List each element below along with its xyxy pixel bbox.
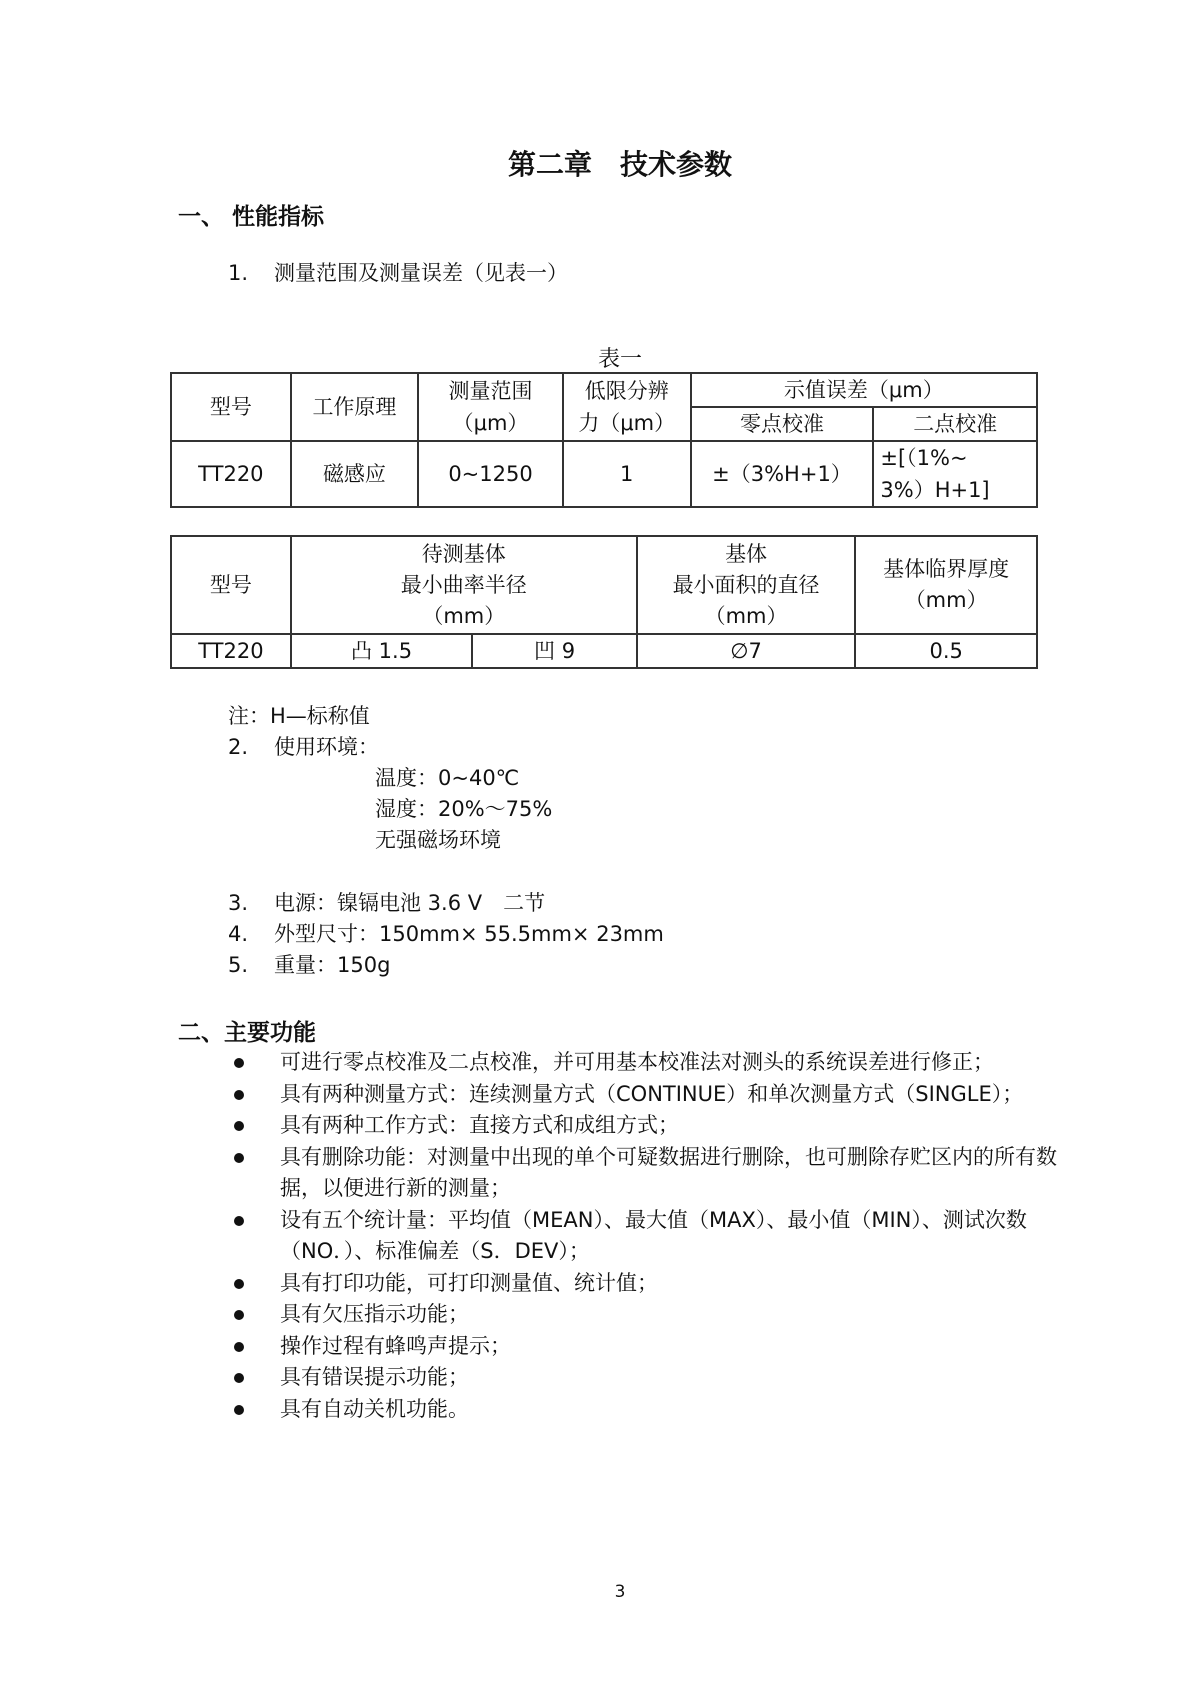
page-number: 3	[614, 1582, 626, 1602]
table-row	[171, 634, 1037, 668]
spec-table-1	[170, 372, 1038, 508]
header-range-line2: （μm）	[452, 411, 529, 435]
header-curvature-line3: （mm）	[422, 603, 506, 628]
table-caption: 表一	[597, 347, 642, 372]
header-model: 型号	[171, 373, 291, 441]
list-item-text: 具有删除功能：对测量中出现的单个可疑数据进行删除，也可删除存贮区内的所有数据，以便进行新的测量；	[280, 1144, 1057, 1200]
bullet-icon	[234, 1216, 244, 1226]
cell-concave: 凹 9	[472, 634, 637, 668]
list-item-text: 操作过程有蜂鸣声提示；	[280, 1333, 511, 1358]
cell-diameter: ∅7	[637, 634, 856, 668]
item-3	[228, 887, 545, 917]
list-item-text: 设有五个统计量：平均值（MEAN）、最大值（MAX）、最小值（MIN）、测试次数（NO．）、标准偏差（S．DEV）；	[280, 1207, 1027, 1263]
bullet-icon	[234, 1153, 244, 1163]
cell-model: TT220	[171, 634, 291, 668]
bullet-icon	[234, 1310, 244, 1320]
cell-zero-cal: ±（3%H+1）	[691, 441, 874, 507]
item-text: 使用环境：	[274, 735, 379, 759]
list-item	[228, 1268, 1068, 1300]
list-item-text: 具有两种测量方式：连续测量方式（CONTINUE）和单次测量方式（SINGLE）；	[280, 1081, 1024, 1106]
item-2	[228, 731, 379, 761]
bullet-icon	[234, 1279, 244, 1289]
header-thickness-line1: 基体临界厚度	[883, 557, 1010, 581]
header-area-line1: 基体	[725, 541, 768, 566]
section-heading-functions: 二、主要功能	[178, 1020, 316, 1046]
bullet-icon	[234, 1121, 244, 1131]
cell-model: TT220	[171, 441, 291, 507]
list-item	[228, 1362, 1068, 1394]
header-area-line2: 最小面积的直径	[672, 572, 820, 597]
item-number: 4.	[228, 922, 249, 946]
header-range	[418, 373, 563, 441]
item-number: 1.	[228, 261, 249, 285]
item-text: 电源：镍镉电池 3.6 V 二节	[274, 891, 546, 915]
env-magnetic: 无强磁场环境	[375, 828, 501, 852]
list-item	[228, 1079, 1068, 1111]
cell-resolution: 1	[563, 441, 691, 507]
header-model: 型号	[171, 536, 291, 634]
cell-range: 0~1250	[418, 441, 563, 507]
list-item-text: 具有自动关机功能。	[280, 1396, 469, 1421]
chapter-label: 第二章	[507, 148, 592, 181]
env-humidity: 湿度：20%～75%	[375, 797, 553, 821]
bullet-icon	[234, 1090, 244, 1100]
item-number: 2.	[228, 735, 249, 759]
bullet-icon	[234, 1058, 244, 1068]
item-5	[228, 949, 390, 979]
bullet-icon	[234, 1405, 244, 1415]
spec-table-2	[170, 535, 1038, 669]
item-text: 测量范围及测量误差（见表一）	[274, 261, 568, 285]
list-item	[228, 1331, 1068, 1363]
cell-two-point-cal	[873, 441, 1037, 507]
cell-thickness: 0.5	[855, 634, 1037, 668]
list-item	[228, 1394, 1068, 1426]
item-1	[228, 257, 568, 287]
section-heading-performance: 一、 性能指标	[178, 204, 325, 230]
header-resolution-line1: 低限分辨	[584, 379, 669, 403]
header-area-line3: （mm）	[704, 603, 788, 628]
page-title	[0, 143, 1200, 183]
header-thickness	[855, 536, 1037, 634]
list-item	[228, 1047, 1068, 1079]
header-resolution-line2: 力（μm）	[578, 411, 676, 435]
table-row	[171, 441, 1037, 507]
item-text: 重量：150g	[274, 953, 391, 977]
cell-two-point-line2: 3%）H+1]	[880, 478, 990, 502]
bullet-icon	[234, 1373, 244, 1383]
header-curvature	[291, 536, 637, 634]
cell-principle: 磁感应	[291, 441, 418, 507]
item-number: 5.	[228, 953, 249, 977]
header-resolution	[563, 373, 691, 441]
note: 注：H—标称值	[228, 704, 370, 728]
chapter-title: 技术参数	[620, 148, 733, 181]
list-item-text: 具有欠压指示功能；	[280, 1302, 469, 1326]
env-temperature: 温度：0~40℃	[375, 766, 520, 790]
list-item-text: 具有错误提示功能；	[280, 1365, 469, 1389]
header-error: 示值误差（μm）	[691, 373, 1037, 407]
list-item	[228, 1110, 1068, 1142]
header-zero-cal: 零点校准	[691, 407, 874, 441]
item-4	[228, 918, 664, 948]
item-text: 外型尺寸：150mm× 55.5mm× 23mm	[274, 922, 664, 946]
item-number: 3.	[228, 891, 249, 915]
list-item	[228, 1142, 1068, 1205]
cell-two-point-line1: ±[（1%~	[880, 446, 968, 470]
list-item-text: 具有打印功能，可打印测量值、统计值；	[280, 1270, 658, 1295]
header-curvature-line2: 最小曲率半径	[400, 572, 527, 597]
header-area	[637, 536, 856, 634]
header-thickness-line2: （mm）	[904, 588, 988, 612]
cell-convex: 凸 1.5	[291, 634, 473, 668]
header-principle: 工作原理	[291, 373, 418, 441]
list-item	[228, 1205, 1068, 1268]
list-item	[228, 1299, 1068, 1331]
header-two-point-cal: 二点校准	[873, 407, 1037, 441]
list-item-text: 具有两种工作方式：直接方式和成组方式；	[280, 1113, 679, 1137]
function-list	[228, 1047, 1068, 1425]
header-curvature-line1: 待测基体	[421, 541, 506, 566]
list-item-text: 可进行零点校准及二点校准，并可用基本校准法对测头的系统误差进行修正；	[280, 1050, 994, 1074]
header-range-line1: 测量范围	[448, 379, 533, 403]
bullet-icon	[234, 1342, 244, 1352]
